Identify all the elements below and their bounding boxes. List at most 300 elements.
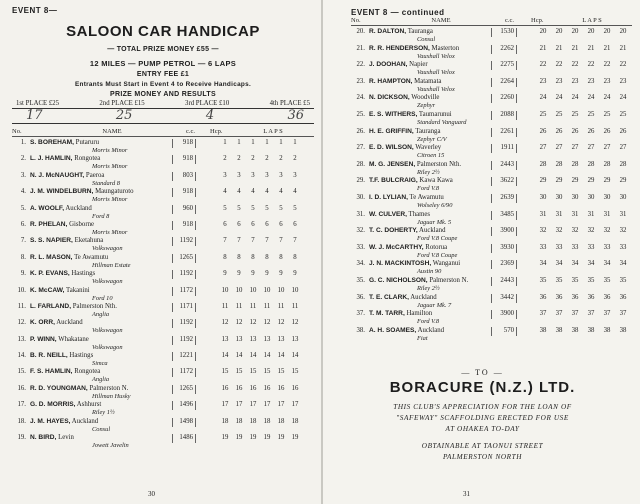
entry-cc: 3622 [491,177,517,186]
table-row [12,319,314,335]
entry-name: T. E. CLARK, Auckland [369,293,437,301]
entry-laps [218,352,302,360]
table-row [12,205,314,221]
lap-cell: 8 [279,253,283,261]
lap-cell: 35 [555,276,563,284]
entry-car: Zephyr C/V [417,135,447,143]
lap-cell: 13 [235,335,243,343]
entry-number: 37. [356,310,365,318]
entry-cc: 918 [172,155,196,164]
lap-cell: 36 [603,293,611,301]
lap-cell: 19 [277,434,285,442]
lap-cell: 5 [223,204,227,212]
lap-cell: 31 [587,210,595,218]
lap-cell: 18 [235,417,243,425]
lap-cell: 37 [587,310,595,318]
lap-cell: 35 [619,276,627,284]
entry-car: Austin 90 [417,268,442,276]
lap-cell: 7 [279,237,283,245]
lap-cell: 2 [237,155,241,163]
entry-name: T.F. BULCRAIG, Kawa Kawa [369,177,453,185]
lap-cell: 14 [291,352,299,360]
lap-cell: 9 [251,270,255,278]
lap-cell: 4 [265,188,269,196]
lap-cell: 30 [571,193,579,201]
entry-name: K. ORR, Auckland [30,319,83,327]
lap-cell: 29 [571,177,579,185]
lap-cell: 33 [555,243,563,251]
table-row [351,260,632,277]
entry-number: 17. [17,401,26,409]
entry-number: 28. [356,160,365,168]
entry-cc: 1496 [172,401,196,410]
lap-cell: 31 [571,210,579,218]
entry-name: R. L. MASON, Te Awamutu [30,253,109,261]
lap-cell: 1 [237,139,241,146]
table-row [351,194,632,211]
entry-name: J. N. MACKINTOSH, Wanganui [369,260,461,268]
entry-number: 4. [20,188,26,196]
lap-cell: 36 [571,293,579,301]
lap-cell: 4 [251,188,255,196]
entry-cc: 2369 [491,260,517,269]
entry-car: Morris Minor [92,196,128,204]
lap-cell: 7 [223,237,227,245]
entry-cc: 2443 [491,161,517,170]
entry-car: Morris Minor [92,228,128,236]
lap-cell: 23 [587,77,595,85]
col-no-right: No. [351,17,361,24]
lap-cell: 28 [539,160,547,168]
entry-name: J. M. WINDELBURN, Maungaturoto [30,188,134,196]
lap-cell: 34 [571,260,579,268]
entry-cc: 1192 [172,336,196,345]
entry-laps [218,401,302,409]
sponsor-ad [333,354,632,500]
ad-company: BORACURE (N.Z.) LTD. [389,379,576,396]
table-row [351,61,632,78]
lap-cell: 18 [221,417,229,425]
entry-laps [535,161,631,169]
lap-cell: 14 [263,352,271,360]
entry-cc: 3930 [491,244,517,253]
entry-cc: 3485 [491,211,517,220]
entry-name: E. D. WILSON, Waverley [369,144,442,152]
lap-cell: 30 [619,193,627,201]
table-row [12,385,314,401]
entry-number: 8. [20,253,26,261]
lap-cell: 17 [263,401,271,409]
lap-cell: 20 [619,28,627,35]
lap-cell: 3 [223,171,227,179]
col-cc: c.c. [186,128,196,135]
entry-number: 13. [17,335,26,343]
lap-cell: 12 [291,319,299,327]
lap-cell: 32 [603,227,611,235]
lap-cell: 6 [237,220,241,228]
entry-laps [218,336,302,344]
lap-cell: 5 [237,204,241,212]
entry-cc: 1172 [172,287,196,296]
lap-cell: 4 [223,188,227,196]
lap-cell: 13 [221,335,229,343]
entry-number: 31. [356,210,365,218]
entry-cc: 1192 [172,319,196,328]
entry-laps [218,172,302,180]
entries-table-right [351,28,632,343]
entry-name: P. WINN, Whakatane [30,335,89,343]
lap-cell: 26 [619,127,627,135]
entry-cc: 1172 [172,368,196,377]
entry-car: Volkswagon [92,343,123,351]
lap-cell: 36 [555,293,563,301]
lap-cell: 12 [277,319,285,327]
entry-car: Fiat [417,334,428,342]
column-headers [12,128,314,137]
lap-cell: 27 [587,144,595,152]
entry-name: K. P. EVANS, Hastings [30,270,96,278]
lap-cell: 21 [539,44,547,52]
lap-cell: 17 [277,401,285,409]
lap-cell: 11 [249,302,257,310]
entry-number: 27. [356,144,365,152]
entry-car: Zephyr [417,102,436,110]
entry-cc: 1498 [172,418,196,427]
entry-laps [535,177,631,185]
entry-car: Jaguar Mk. 5 [417,218,452,226]
entry-car: Volkswagon [92,327,123,335]
lap-cell: 25 [539,110,547,118]
lap-cell: 25 [571,110,579,118]
lap-cell: 3 [265,171,269,179]
entry-car: Hillman Husky [92,392,131,400]
entry-number: 21. [356,44,365,52]
lap-cell: 12 [249,319,257,327]
lap-cell: 37 [603,310,611,318]
entry-car: Anglia [92,376,110,384]
lap-cell: 7 [237,237,241,245]
lap-cell: 2 [223,155,227,163]
lap-cell: 28 [555,160,563,168]
lap-cell: 10 [291,286,299,294]
entry-number: 36. [356,293,365,301]
lap-cell: 1 [223,139,227,146]
lap-cell: 7 [265,237,269,245]
entry-car: Hillman Estate [92,261,131,269]
entry-number: 25. [356,110,365,118]
table-row [12,221,314,237]
lap-cell: 6 [251,220,255,228]
entry-laps [535,144,631,152]
table-row [351,144,632,161]
lap-cell: 32 [539,227,547,235]
entry-number: 10. [17,286,26,294]
entry-name: J. DOOHAN, Napier [369,61,428,69]
entry-laps [535,294,631,302]
place-4: 4th PLACE £5 [269,100,310,107]
lap-cell: 8 [237,253,241,261]
lap-cell: 10 [235,286,243,294]
lap-cell: 29 [539,177,547,185]
entry-number: 2. [20,155,26,163]
lap-cell: 23 [603,77,611,85]
entry-name: W. CULVER, Thames [369,210,431,218]
entry-name: F. S. HAMLIN, Rongotea [30,368,101,376]
lap-cell: 34 [587,260,595,268]
table-row [351,161,632,178]
entry-number: 26. [356,127,365,135]
lap-cell: 33 [571,243,579,251]
lap-cell: 17 [291,401,299,409]
lap-cell: 3 [279,171,283,179]
lap-cell: 8 [223,253,227,261]
lap-cell: 14 [235,352,243,360]
lap-cell: 7 [251,237,255,245]
lap-cell: 34 [603,260,611,268]
entry-cc: 3900 [491,310,517,319]
event-heading: EVENT 8— [12,6,58,15]
lap-cell: 11 [221,302,229,310]
lap-cell: 22 [603,61,611,69]
entry-laps [535,194,631,202]
lap-cell: 28 [571,160,579,168]
lap-cell: 29 [619,177,627,185]
lap-cell: 32 [555,227,563,235]
lap-cell: 20 [587,28,595,35]
prize-places [12,100,314,107]
lap-cell: 12 [263,319,271,327]
entry-car: Ford V.8 [417,185,440,193]
lap-cell: 28 [603,160,611,168]
lap-cell: 10 [263,286,271,294]
entry-number: 33. [356,243,365,251]
ad-line-2: "SAFEWAY" SCAFFOLDING ERECTED FOR USE [396,414,569,422]
lap-cell: 11 [291,302,299,310]
lap-cell: 2 [265,155,269,163]
lap-cell: 21 [603,44,611,52]
entry-car: Ford 10 [92,294,113,302]
entry-car: Anglia [92,310,110,318]
table-row [351,177,632,194]
lap-cell: 35 [587,276,595,284]
entry-laps [535,94,631,102]
entry-cc: 2260 [491,94,517,103]
lap-cell: 25 [587,110,595,118]
lap-cell: 29 [587,177,595,185]
lap-cell: 21 [555,44,563,52]
entry-car: Morris Minor [92,163,128,171]
handwritten-1: 17 [26,108,43,123]
entry-name: S. BOREHAM, Putaruru [30,139,100,146]
lap-cell: 17 [235,401,243,409]
lap-cell: 24 [603,94,611,102]
lap-cell: 10 [277,286,285,294]
lap-cell: 21 [587,44,595,52]
table-row [351,94,632,111]
entry-car: Jowett Javelin [92,442,129,450]
entry-laps [535,310,631,318]
lap-cell: 15 [277,368,285,376]
lap-cell: 9 [293,270,297,278]
lap-cell: 24 [619,94,627,102]
entry-name: A. H. SOAMES, Auckland [369,326,445,334]
lap-cell: 1 [279,139,283,146]
entry-name: E. S. WITHERS, Taumarunui [369,110,452,118]
lap-cell: 4 [237,188,241,196]
race-description: 12 MILES — PUMP PETROL — 6 LAPS [89,59,237,68]
entrants-note: Entrants Must Start in Event 4 to Receive Handicaps. [74,81,252,88]
lap-cell: 19 [291,434,299,442]
lap-cell: 27 [555,144,563,152]
entry-number: 14. [17,352,26,360]
entry-number: 38. [356,326,365,334]
lap-cell: 38 [555,326,563,334]
lap-cell: 37 [555,310,563,318]
entry-laps [535,327,631,335]
entry-number: 3. [20,171,26,179]
entry-number: 1. [20,139,26,146]
table-row [12,287,314,303]
lap-cell: 6 [279,220,283,228]
col-hcp: Hcp. [210,128,223,135]
entry-name: N. DICKSON, Woodville [369,94,440,102]
lap-cell: 38 [619,326,627,334]
col-name-right: NAME [431,17,451,24]
entry-laps [535,28,631,36]
lap-cell: 3 [251,171,255,179]
entry-cc: 803 [172,172,196,181]
handwritten-3: 4 [205,108,215,123]
entry-name: G. C. NICHOLSON, Palmerston N. [369,276,469,284]
entry-laps [535,211,631,219]
lap-cell: 19 [235,434,243,442]
table-row [351,211,632,228]
entry-cc: 570 [491,327,517,336]
lap-cell: 23 [619,77,627,85]
lap-cell: 30 [603,193,611,201]
entry-cc: 2443 [491,277,517,286]
lap-cell: 5 [251,204,255,212]
lap-cell: 20 [555,28,563,35]
entry-number: 18. [17,417,26,425]
entry-number: 34. [356,260,365,268]
place-3: 3rd PLACE £10 [185,100,230,107]
entry-name: T. M. TARR, Hamilton [369,310,433,318]
lap-cell: 1 [251,139,255,146]
entry-name: J. M. HAYES, Auckland [30,417,99,425]
lap-cell: 4 [293,188,297,196]
lap-cell: 31 [555,210,563,218]
entry-laps [535,111,631,119]
lap-cell: 25 [603,110,611,118]
table-row [351,111,632,128]
lap-cell: 36 [539,293,547,301]
page-number-left: 30 [148,490,155,498]
lap-cell: 36 [619,293,627,301]
lap-cell: 27 [571,144,579,152]
entry-laps [535,277,631,285]
entry-car: Ford V.8 [417,318,440,326]
lap-cell: 33 [539,243,547,251]
col-laps-right: L A P S [582,17,602,24]
lap-cell: 37 [619,310,627,318]
lap-cell: 15 [235,368,243,376]
lap-cell: 38 [603,326,611,334]
lap-cell: 27 [539,144,547,152]
entry-cc: 2261 [491,128,517,137]
lap-cell: 4 [279,188,283,196]
table-row [12,352,314,368]
handwritten-2: 25 [115,108,133,123]
lap-cell: 12 [221,319,229,327]
entry-cc: 960 [172,205,196,214]
entry-cc: 1192 [172,237,196,246]
entry-car: Vauxhall Velox [417,69,455,77]
entry-number: 19. [17,434,26,442]
table-row [12,336,314,352]
table-row [351,310,632,327]
lap-cell: 19 [249,434,257,442]
entry-car: Consul [417,36,436,43]
entry-laps [218,270,302,278]
lap-cell: 7 [293,237,297,245]
lap-cell: 3 [293,171,297,179]
lap-cell: 8 [265,253,269,261]
entry-cc: 2275 [491,61,517,70]
entry-name: N. BIRD, Levin [30,434,74,442]
table-row [351,327,632,344]
entry-name: R. R. HENDERSON, Masterton [369,44,460,52]
lap-cell: 22 [539,61,547,69]
table-row [351,28,632,45]
entry-name: A. WOOLF, Auckland [30,204,92,212]
entry-laps [218,139,302,147]
lap-cell: 24 [555,94,563,102]
lap-cell: 30 [587,193,595,201]
entry-car: Ford V.8 Coupe [417,235,458,243]
lap-cell: 15 [221,368,229,376]
entry-laps [535,78,631,86]
table-row [351,277,632,294]
lap-cell: 15 [263,368,271,376]
lap-cell: 22 [571,61,579,69]
lap-cell: 27 [619,144,627,152]
entry-laps [218,221,302,229]
entry-car: Riley 1½ [92,409,115,417]
lap-cell: 33 [587,243,595,251]
lap-cell: 19 [263,434,271,442]
table-row [12,155,314,171]
col-no: No. [12,128,22,135]
lap-cell: 35 [571,276,579,284]
lap-cell: 9 [237,270,241,278]
lap-cell: 24 [571,94,579,102]
table-row [351,244,632,261]
lap-cell: 23 [555,77,563,85]
entry-number: 15. [17,368,26,376]
lap-cell: 6 [223,220,227,228]
entries-table-left [12,139,314,450]
ad-to: — TO — [461,368,504,377]
lap-cell: 32 [571,227,579,235]
table-row [12,303,314,319]
entry-cc: 1911 [491,144,517,153]
lap-cell: 34 [539,260,547,268]
lap-cell: 18 [249,417,257,425]
ad-line-5: PALMERSTON NORTH [442,453,523,461]
table-row [351,227,632,244]
lap-cell: 20 [539,28,547,35]
